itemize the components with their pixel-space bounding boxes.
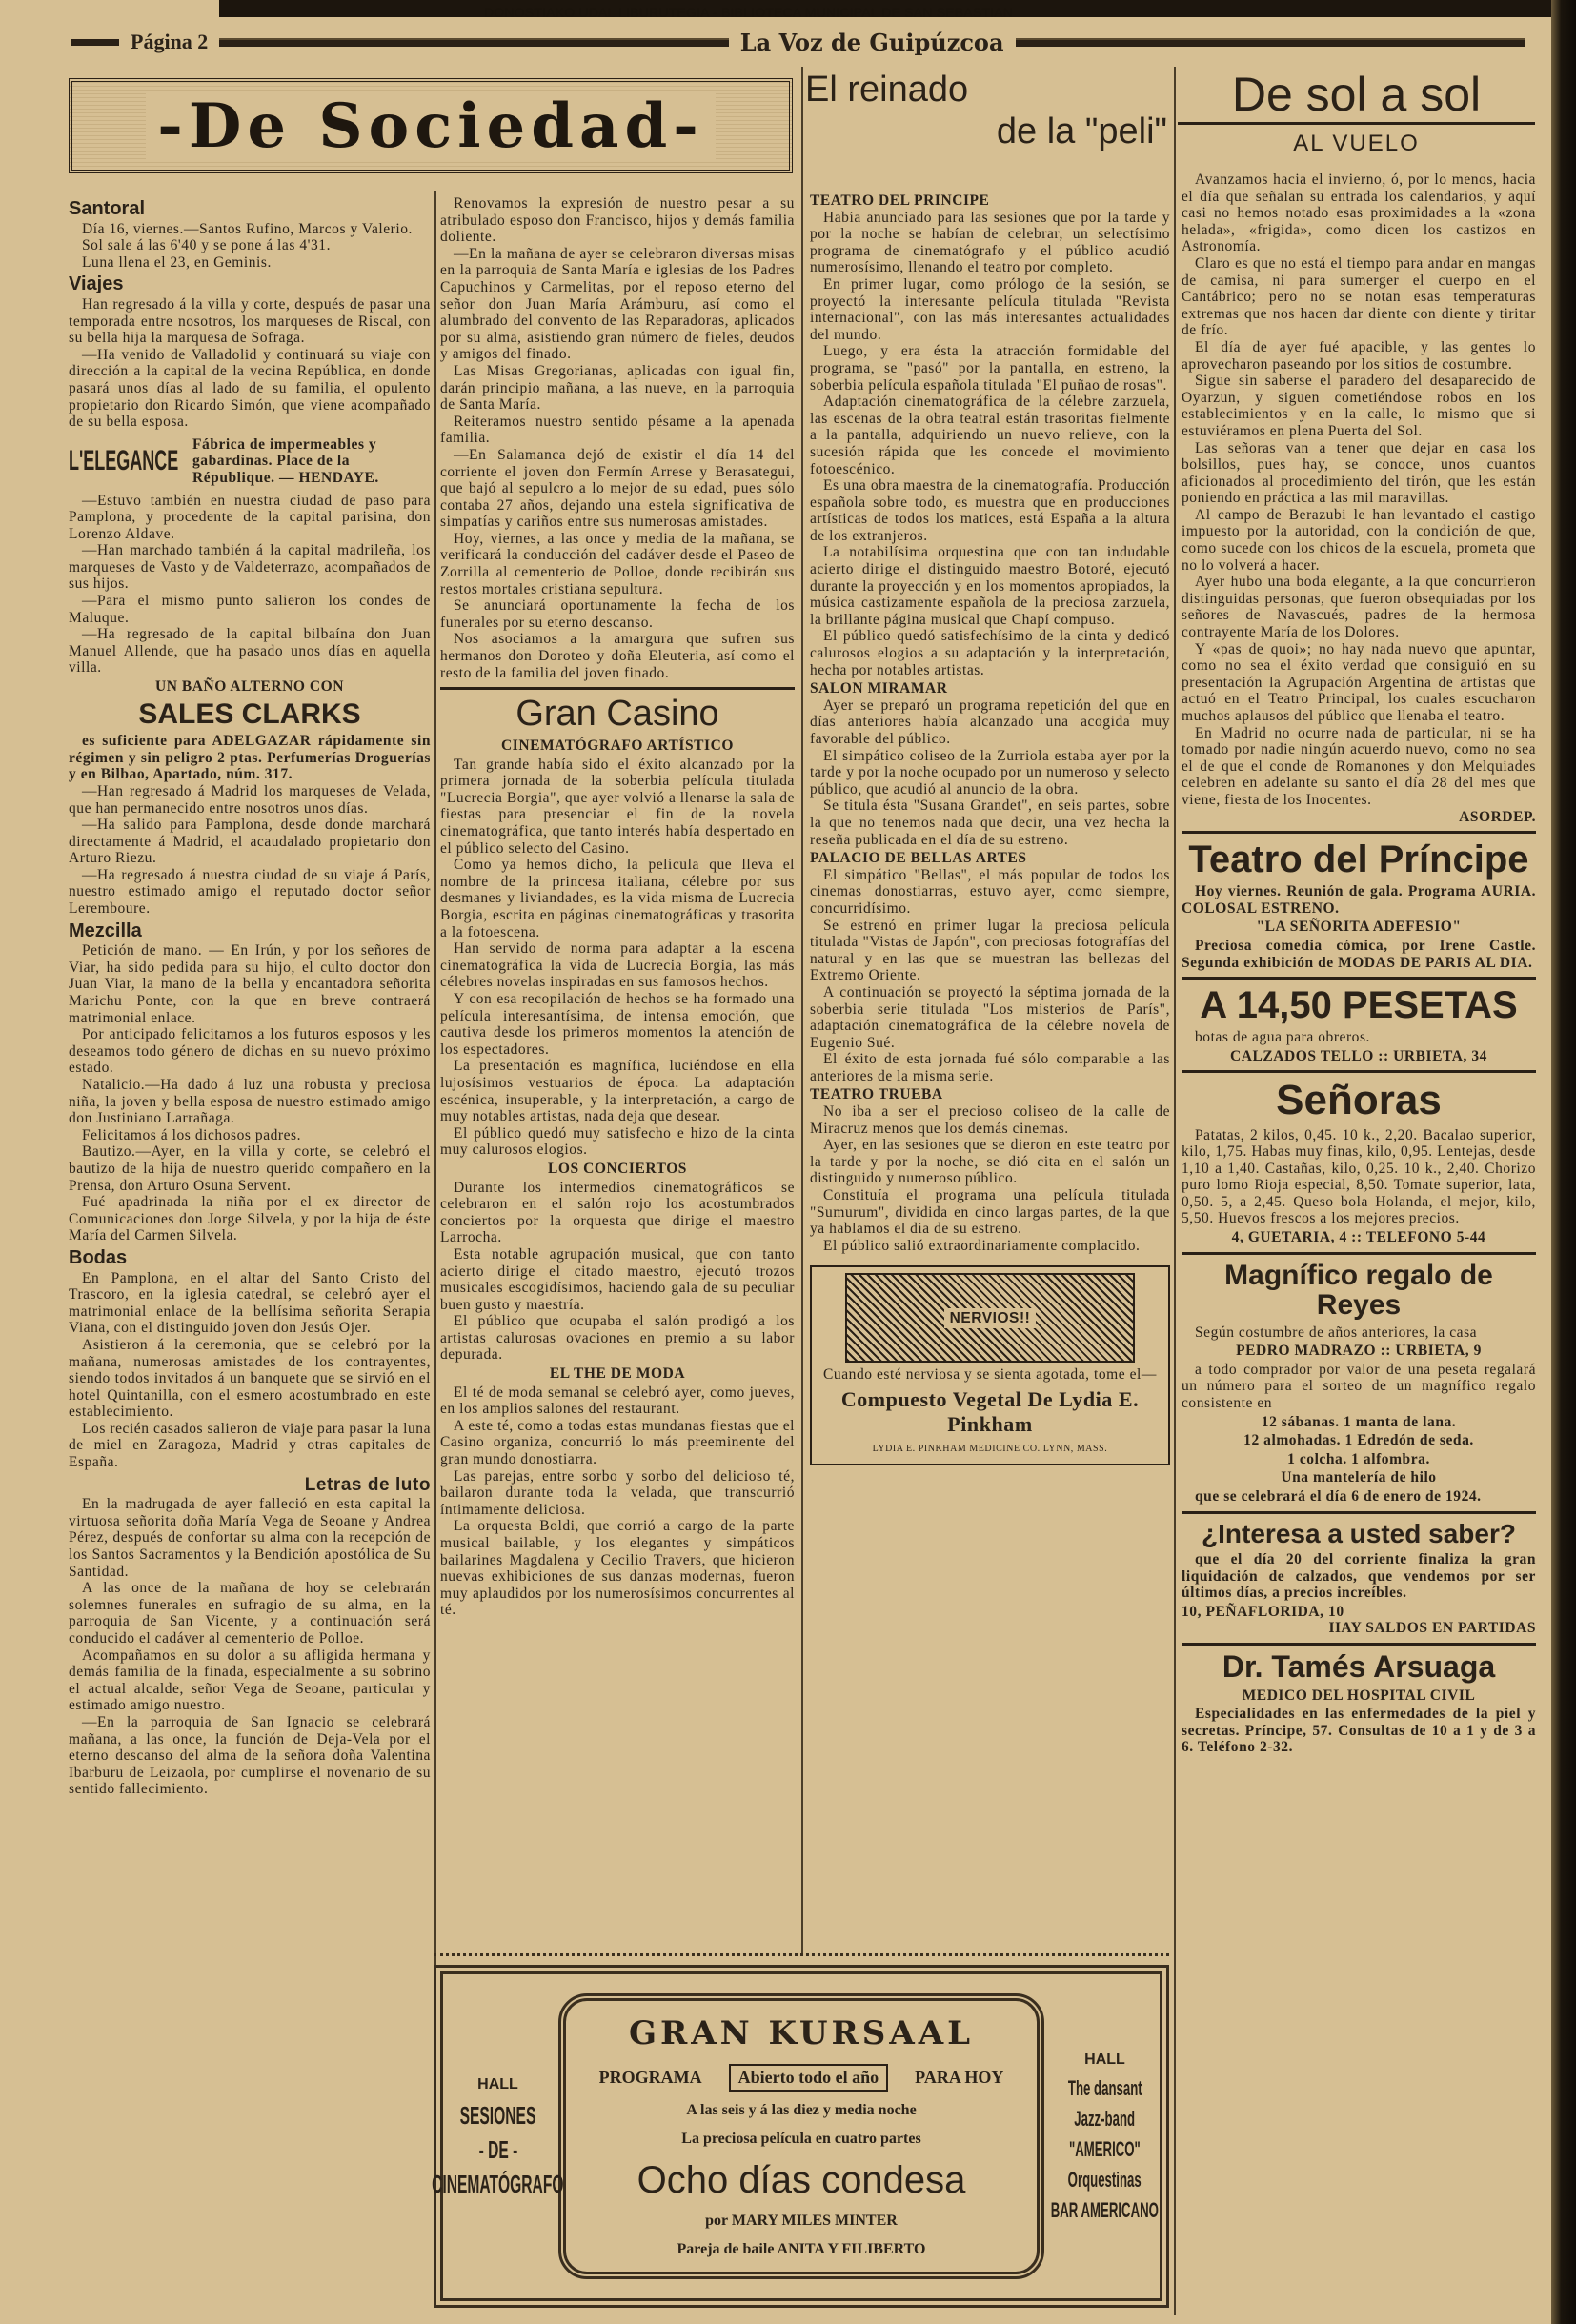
paragraph: A continuación se proyectó la séptima jornada de la soberbia serie titulada "Los misterios de París", adaptación cinematográfica de la célebre novela de Eugenio Sué. xyxy=(810,983,1170,1051)
elegance-text: Fábrica de impermeables y gabardinas. Place de la République. — HENDAYE. xyxy=(192,435,379,486)
subheading: 10, PEÑAFLORIDA, 10 xyxy=(1182,1603,1344,1620)
paragraph: Las señoras van a tener que dejar en casa los bolsillos, pues hay, se conoce, unos cuantos aficionados al procedimiento del tirón, que les están poniendo en práctica a las mil maravillas. xyxy=(1182,439,1536,507)
masthead-rule xyxy=(71,39,119,46)
display-heading: A 14,50 PESETAS xyxy=(1200,984,1518,1027)
paragraph: Tan grande había sido el éxito alcanzado por la primera jornada de la soberbia película titulada "Lucrecia Borgia", que ayer volvió a llenarse la sala de fiestas para presenciar el fin de la novela cinematográfica, que tanto interés había despertado en el público selecto del Casino. xyxy=(440,756,795,857)
paragraph: Se titula ésta "Susana Grandet", en seis partes, sobre la que no tenemos nada que decir, una vez hecha la reseña publicada en el día de su estreno. xyxy=(810,798,1170,848)
gran-kursaal-ad xyxy=(434,1965,1169,2308)
kursaal-programa: PROGRAMA xyxy=(598,2067,702,2087)
kursaal-open: Abierto todo el año xyxy=(729,2064,889,2092)
subheading: 1 colcha. 1 alfombra. xyxy=(1287,1450,1430,1467)
paragraph: En primer lugar, como prólogo de la sesión, se proyectó la interesante película titulada "Revista internacional", con las más interesantes actualidades del mundo. xyxy=(810,275,1170,343)
subheading: SALON MIRAMAR xyxy=(810,680,948,697)
paragraph: Sol sale á las 6'40 y se pone á las 4'31. xyxy=(82,237,332,254)
kursaal-de: - DE - xyxy=(478,2135,517,2164)
paragraph: que el día 20 del corriente finaliza la gran liquidación de calzados, que vendemos por ser últimos días, a precios increíbles. xyxy=(1182,1550,1536,1602)
kursaal-title: GRAN KURSAAL xyxy=(628,2013,975,2052)
divider-rule xyxy=(440,687,795,690)
kursaal-hall: HALL xyxy=(477,2076,518,2092)
paragraph: —Ha venido de Valladolid y continuará su viaje con dirección a la capital de la vecina República, en donde pasará unos días al lado de su familia, el opulento propietario don Ricardo Simón, que viene acompañado de su bella esposa. xyxy=(69,346,431,431)
kursaal-right-panel xyxy=(1050,1974,1160,2298)
paragraph: Ayer hubo una boda elegante, a la que concurrieron distinguidas personas, que fueron obsequiadas por los señores de Navascués, padres de la hermosa contrayente María de los Dolores. xyxy=(1182,574,1536,641)
paragraph: —En Salamanca dejó de existir el día 14 del corriente el joven don Fermín Arrese y Berasategui, que bajó al sepulcro a lo mejor de su edad, pues sólo contaba 27 años, dejando una estela significativa de simpatías y cariños entre sus numerosas amistades. xyxy=(440,446,795,531)
newspaper-title: La Voz de Guipúzcoa xyxy=(739,28,1004,56)
subheading: CALZADOS TELLO :: URBIETA, 34 xyxy=(1230,1047,1487,1064)
sol-subtitle: AL VUELO xyxy=(1293,131,1420,156)
paragraph: Preciosa comedia cómica, por Irene Castle. Segunda exhibición de MODAS DE PARIS AL DIA. xyxy=(1182,937,1536,971)
kursaal-orquestinas: Orquestinas xyxy=(1067,2168,1142,2192)
section-heading: Viajes xyxy=(69,273,124,295)
kursaal-intro: La preciosa película en cuatro partes xyxy=(681,2130,921,2147)
paragraph: que se celebrará el día 6 de enero de 1924. xyxy=(1195,1488,1482,1505)
pinkham-ad xyxy=(810,1265,1170,1465)
kursaal-main-panel xyxy=(558,1993,1044,2279)
kursaal-americo: "AMERICO" xyxy=(1069,2137,1141,2161)
column-reinado-peli xyxy=(810,191,1170,1944)
paragraph: Natalicio.—Ha dado á luz una robusta y preciosa niña, la joven y bella esposa de nuestro estimado amigo don Justiniano Larrañaga. xyxy=(69,1077,431,1127)
paragraph: Luna llena el 23, en Geminis. xyxy=(82,253,272,271)
paragraph: Reiteramos nuestro sentido pésame a la apenada familia. xyxy=(440,413,795,447)
subheading: 4, GUETARIA, 4 :: TELEFONO 5-44 xyxy=(1231,1229,1486,1246)
pinkham-text: Cuando esté nerviosa y se sienta agotada, tome el— xyxy=(823,1366,1157,1384)
display-heading: Señoras xyxy=(1276,1077,1442,1124)
paragraph: Y «pas de quoi»; no hay nada nuevo que apuntar, como no sea el éxito verdad que consiguió en su presentación la Agrupación Argentina de artistas que actuó en el Teatro Principal, los cuales escucharon muchos aplausos del público que llenaba el teatro. xyxy=(1182,640,1536,724)
subheading: UN BAÑO ALTERNO CON xyxy=(154,678,345,696)
paragraph: Renovamos la expresión de nuestro pesar a su atribulado esposo don Francisco, hijos y demás familia doliente. xyxy=(440,195,795,246)
divider-rule xyxy=(1182,1643,1536,1646)
display-heading: Magnífico regalo de Reyes xyxy=(1224,1259,1493,1322)
display-heading: Gran Casino xyxy=(515,694,719,735)
paragraph: Asistieron á la ceremonia, que se celebró por la mañana, numerosas amistades de los contrayentes, siendo todos invitados á un banquete que se sirvió en el hotel Quintanilla, con el esmero acostumbrado en este establecimiento. xyxy=(69,1336,431,1421)
paragraph: —Ha regresado á nuestra ciudad de su viaje á París, nuestro estimado amigo el reputado doctor señor Leremboure. xyxy=(69,866,431,918)
subheading: TEATRO DEL PRINCIPE xyxy=(810,192,990,209)
paragraph: El público quedó satisfechísimo de la cinta y dedicó calurosos elogios a su adaptación y la interpretación, hecha por notables artistas. xyxy=(810,628,1170,678)
paragraph: Fué apadrinada la niña por el ex director de Comunicaciones don Jorge Silvela, y por la hija de éste María del Carmen Silvela. xyxy=(69,1194,431,1244)
paragraph: Especialidades en las enfermedades de la piel y secretas. Príncipe, 57. Consultas de 10 a 1 y de 3 a 6. Teléfono 2-32. xyxy=(1182,1706,1536,1756)
reinado-title-line1: El reinado xyxy=(805,70,969,110)
reinado-title-line2: de la "peli" xyxy=(996,111,1167,152)
paragraph: A las once de la mañana de hoy se celebrarán solemnes funerales en sufragio de su alma, en la parroquia de San Vicente, y a continuación será conducido el cadáver al cementerio de Polloe. xyxy=(69,1580,431,1647)
paragraph: A este té, como a todas estas mundanas fiestas que el Casino organiza, concurrió lo más preeminente del gran mundo donostiarra. xyxy=(440,1417,795,1468)
paragraph: Patatas, 2 kilos, 0,45. 10 k., 2,20. Bacalao superior, kilo, 1,75. Habas muy finas, kilo, 0,95. Lentejas, desde 1,10 a 1,40. Castañas, kilo, 0,25. 10 k., 2,40. Chorizo puro lomo Rioja especial, 8,50. Tomate superior, lata, 0,50. 5, a 2,45. Queso bola Holanda, el mejor, kilo, 5,50. Huevos frescos a los mejores precios. xyxy=(1182,1126,1536,1227)
sol-title: De sol a sol xyxy=(1178,67,1535,125)
paragraph: Había anunciado para las sesiones que por la tarde y por la noche se habían de celebrar, un selectísimo programa de cinematógrafo y el público acudió numerosísimo, llenando el teatro por completo. xyxy=(810,209,1170,276)
archive-banner: DONOSTIAKO UDAL LIBURUTEGIA - BIBLIOTECA MUNICIPAL DE SAN SEBASTIAN xyxy=(484,5,1014,20)
paragraph: es suficiente para ADELGAZAR rápidamente sin régimen y sin peligro 2 ptas. Perfumerías Droguerías y en Bilbao, Apartado, núm. 317. xyxy=(69,733,431,783)
paragraph: Se anunciará oportunamente la fecha de los funerales por su eterno descanso. xyxy=(440,597,795,631)
column-divider xyxy=(434,191,436,2077)
scan-edge xyxy=(1551,0,1576,2324)
ad-divider xyxy=(434,1953,1169,1961)
divider-rule xyxy=(1182,831,1536,834)
divider-rule xyxy=(1182,1511,1536,1514)
kursaal-star: por MARY MILES MINTER xyxy=(705,2213,898,2230)
subheading: PALACIO DE BELLAS ARTES xyxy=(810,850,1027,867)
column-sociedad-casino xyxy=(440,195,795,1944)
paragraph: Han regresado á la villa y corte, después de pasar una temporada entre nosotros, los marqueses de Riscal, con su bella hija la marquesa de Sofraga. xyxy=(69,295,431,347)
paragraph: Y con esa recopilación de hechos se ha formado una película interesantísima, de intensa emoción, que cautiva desde los primeros momentos la atención de los espectadores. xyxy=(440,991,795,1058)
column-divider xyxy=(801,67,803,1953)
subheading: Una mantelería de hilo xyxy=(1281,1469,1437,1486)
subheading: "LA SEÑORITA ADEFESIO" xyxy=(1256,919,1462,936)
paragraph: La orquesta Boldi, que corrió a cargo de la parte musical bailable, y los elegantes y simpáticos bailarines Magdalena y Cecilio Travers, que hicieron nuevas exhibiciones de sus danzas modernas, fueron muy aplaudidos por los numerosísimos concurrentes al té. xyxy=(440,1518,795,1619)
paragraph: Se estrenó en primer lugar la preciosa película titulada "Vistas de Japón", con preciosas fotografías del natural y en las que se muestran las bellezas del Extremo Oriente. xyxy=(810,917,1170,984)
paragraph: Ayer, en las sesiones que se dieron en este teatro por la tarde y por la noche, se dió cita en el salón un distinguido y numeroso público. xyxy=(810,1137,1170,1187)
paragraph: —Ha salido para Pamplona, desde donde marchará directamente á Madrid, el acaudalado propietario don Arturo Riezu. xyxy=(69,817,431,867)
subheading: LOS CONCIERTOS xyxy=(548,1160,687,1177)
column-divider xyxy=(1174,67,1176,2315)
paragraph: La presentación es magnífica, luciéndose en ella lujosísimos vestuarios de época. La adaptación escénica, insuperable, y la interpretación, a cargo de muy notables artistas, nada deja que desear. xyxy=(440,1058,795,1125)
kursaal-sesiones: SESIONES xyxy=(459,2101,536,2130)
paragraph: —Estuvo también en nuestra ciudad de paso para Pamplona, y procedente de la capital parisina, don Lorenzo Aldave. xyxy=(69,492,431,542)
subheading: EL THE DE MODA xyxy=(549,1365,686,1383)
paragraph: Petición de mano. — En Irún, y por los señores de Viar, ha sido pedida para su hijo, el culto doctor don Juan Viar, la mano de la bella y encantadora señorita Marichu Ponte, con la que en breve contraerá matrimonial enlace. xyxy=(69,942,431,1026)
reinado-heading xyxy=(805,69,1167,152)
paragraph: El simpático coliseo de la Zurriola estaba ayer por la tarde y por la noche ocupado por un numeroso y selecto público, que acudió al anuncio de la obra. xyxy=(810,747,1170,798)
column-sol-a-sol xyxy=(1182,172,1536,2311)
paragraph: Es una obra maestra de la cinematografía. Producción española sobre todo, es muestra que en producciones artísticas de todos los matices, está España a la altura de los extranjeros. xyxy=(810,477,1170,544)
paragraph: Esta notable agrupación musical, que con tanto acierto dirige el citado maestro, ejecutó trozos musicales escogidísimos, haciendo gala de su peculiar buen gusto y maestría. xyxy=(440,1245,795,1313)
kursaal-the-dansant: The dansant xyxy=(1067,2076,1142,2100)
elegance-ad xyxy=(69,436,431,487)
paragraph: Los recién casados salieron de viaje para pasar la luna de miel en Zaragoza, Madrid y otras capitales de España. xyxy=(69,1420,431,1471)
divider-rule xyxy=(1182,1252,1536,1255)
sociedad-heading xyxy=(69,78,793,173)
paragraph: El día de ayer fué apacible, y las gentes lo aprovecharon paseando por los sitios de costumbre. xyxy=(1182,338,1536,373)
subheading: CINEMATÓGRAFO ARTÍSTICO xyxy=(501,738,734,755)
divider-rule xyxy=(1182,1070,1536,1073)
paragraph: a todo comprador por valor de una peseta regalará un número para el sorteo de un magnífico regalo consistente en xyxy=(1182,1361,1536,1412)
sol-heading xyxy=(1178,67,1535,157)
divider-rule xyxy=(1182,977,1536,980)
paragraph: El público salió extraordinariamente complacido. xyxy=(823,1237,1141,1254)
paragraph: Según costumbre de años anteriores, la casa xyxy=(1195,1324,1478,1341)
pinkham-illustration xyxy=(845,1273,1135,1363)
kursaal-dance: Pareja de baile ANITA Y FILIBERTO xyxy=(677,2241,926,2258)
paragraph: En la madrugada de ayer falleció en esta capital la virtuosa señorita doña María Vega de Seoane y Andrea Pérez, después de confortar su alma con la recepción de los Santos Sacramentos y la Bendición apostólica de Su Santidad. xyxy=(69,1496,431,1580)
kursaal-jazz-band: Jazz-band xyxy=(1074,2107,1136,2131)
section-heading: Letras de luto xyxy=(304,1474,431,1495)
paragraph: Claro es que no está el tiempo para andar en mangas de camisa, ni para sumerger el cuerpo en el Cantábrico; pero no se notan esas temperaturas extremas que nos hacen dar diente con diente y tiritar de frío. xyxy=(1182,254,1536,339)
paragraph: —Han regresado á Madrid los marqueses de Velada, que han permanecido entre nosotros unos días. xyxy=(69,782,431,817)
paragraph: —Para el mismo punto salieron los condes de Maluque. xyxy=(69,593,431,626)
elegance-logo: L'ELEGANCE xyxy=(69,445,179,477)
paragraph: Día 16, viernes.—Santos Rufino, Marcos y Valerio. xyxy=(82,220,413,237)
page-number: Página 2 xyxy=(131,30,209,53)
paragraph: Al campo de Berazubi le han levantado el castigo impuesto por la autoridad, con la condición de que, como sucede con los chicos de la escuela, prometa que no lo volverá a hacer. xyxy=(1182,506,1536,574)
paragraph: Avanzamos hacia el invierno, ó, por lo menos, hacia el día que señalan su entrada los calendarios, y aquí casi no hemos notado esas proximidades a la «zona helada», «frigida», como dicen los castizos en Astronomía. xyxy=(1182,172,1536,255)
subheading: MEDICO DEL HOSPITAL CIVIL xyxy=(1242,1687,1476,1704)
subheading: 12 sábanas. 1 manta de lana. xyxy=(1261,1413,1457,1430)
paragraph: El éxito de esta jornada fué sólo comparable a las anteriores de la misma serie. xyxy=(810,1051,1170,1084)
paragraph: Como ya hemos dicho, la película que lleva el nombre de la princesa italiana, célebre por sus desmanes y liviandades, es la vida misma de Lucrecia Borgia, escrita en páginas cinematográficas y trasorita a la fotoescena. xyxy=(440,857,795,940)
paragraph: El simpático "Bellas", el más popular de todos los cinemas donostiarras, estuvo ayer, como siempre, concurridísimo. xyxy=(810,866,1170,917)
paragraph: Han servido de norma para adaptar a la escena cinematográfica la vida de Lucrecia Borgia, las más célebres novelas inspiradas en sus famosos hechos. xyxy=(440,940,795,991)
section-heading: Mezcilla xyxy=(69,919,142,941)
paragraph: botas de agua para obreros. xyxy=(1195,1029,1370,1046)
paragraph: Por anticipado felicitamos a los futuros esposos y les deseamos todo género de dichas en su nuevo próximo estado. xyxy=(69,1026,431,1077)
subheading: PEDRO MADRAZO :: URBIETA, 9 xyxy=(1236,1343,1482,1360)
kursaal-bar-americano: BAR AMERICANO xyxy=(1050,2198,1160,2222)
masthead xyxy=(71,29,1525,55)
kursaal-left-panel xyxy=(432,1974,564,2298)
paragraph: Sigue sin saberse el paradero del desaparecido de Oyarzun, y siguen cometiéndose robos en los establecimientos y en la calle, lo mismo que si estuviéramos en plena Puerta del Sol. xyxy=(1182,373,1536,439)
kursaal-program-row xyxy=(599,2064,1004,2092)
paragraph: El té de moda semanal se celebró ayer, como jueves, en los amplios salones del restaurant. xyxy=(440,1384,795,1418)
kursaal-hall-right: HALL xyxy=(1084,2051,1125,2068)
signature: HAY SALDOS EN PARTIDAS xyxy=(1328,1620,1536,1637)
paragraph: —Han marchado también á la capital madrileña, los marqueses de Vasto y de Valdeterrazo, acompañados de sus hijos. xyxy=(69,542,431,593)
kursaal-times: A las seis y á las diez y media noche xyxy=(686,2102,917,2119)
kursaal-para-hoy: PARA HOY xyxy=(915,2067,1004,2087)
paragraph: Hoy, viernes, a las once y media de la mañana, se verificará la conducción del cadáver desde el Paseo de Zorrilla al cementerio de Polloe, donde recibirán sus restos mortales cristiana sepultura. xyxy=(440,530,795,597)
masthead-rule xyxy=(1016,38,1525,47)
display-heading: ¿Interesa a usted saber? xyxy=(1202,1518,1516,1548)
pinkham-headline: NERVIOS!! xyxy=(944,1308,1037,1329)
paragraph: Nos asociamos a la amargura que sufren sus hermanos don Doroteo y doña Eleuteria, así como el resto de la familia del joven finado. xyxy=(440,631,795,681)
section-heading: Santoral xyxy=(69,198,146,219)
display-heading: Dr. Tamés Arsuaga xyxy=(1222,1648,1496,1684)
paragraph: Adaptación cinematográfica de la célebre zarzuela, las escenas de la obra teatral están trasoritas fielmente a la pantalla, adquiriendo un nuevo relieve, con la sucesión rápida que les concede el movimiento fotoescénico. xyxy=(810,394,1170,477)
pinkham-company: LYDIA E. PINKHAM MEDICINE CO. LYNN, MASS. xyxy=(872,1444,1108,1454)
paragraph: El público quedó muy satisfecho e hizo de la cinta muy calurosos elogios. xyxy=(440,1124,795,1159)
paragraph: —En la mañana de ayer se celebraron diversas misas en la parroquia de Santa María e iglesias de los Padres Capuchinos y Carmelitas, por el reposo eterno del señor don Juan María Arámburu, así como el alumbrado del convento de las Reparadoras, aplicados por su alma, asistiendo gran número de fieles, deudos y amigos del finado. xyxy=(440,245,795,363)
paragraph: —Ha regresado de la capital bilbaína don Juan Manuel Allende, que ha pasado unos días en aquella villa. xyxy=(69,626,431,677)
paragraph: Hoy viernes. Reunión de gala. Programa AURIA. COLOSAL ESTRENO. xyxy=(1182,883,1536,917)
column-sociedad xyxy=(69,195,431,2311)
paragraph: No iba a ser el precioso coliseo de la calle de Miracruz menos que los demás cinemas. xyxy=(810,1103,1170,1137)
signature: ASORDEP. xyxy=(1459,808,1536,825)
kursaal-film: Ocho días condesa xyxy=(636,2158,966,2201)
paragraph: Las Misas Gregorianas, aplicadas con igual fin, darán principio mañana, a las nueve, en la parroquia de Santa María. xyxy=(440,362,795,414)
paragraph: Bautizo.—Ayer, en la villa y corte, se celebró el bautizo de la hija de nuestro querido compañero en la Prensa, don Arturo Osuna Servent. xyxy=(69,1143,431,1194)
paragraph: Felicitamos á los dichosos padres. xyxy=(82,1126,302,1143)
paragraph: La notabilísima orquestina que con tan indudable acierto dirige el distinguido maestro Botoré, ejecutó durante la proyección y en los momentos apropiados, la música castizamente española de la preciosa zarzuela, la brillante página musical que Chapí compuso. xyxy=(810,544,1170,628)
paragraph: Constituía el programa una película titulada "Sumurum", dividida en cinco largas partes, de la que ya hablamos el día de su estreno. xyxy=(810,1187,1170,1238)
sociedad-title: -De Sociedad- xyxy=(146,91,716,162)
masthead-rule xyxy=(219,38,729,47)
paragraph: En Pamplona, en el altar del Santo Cristo del Trascoro, en la iglesia catedral, se celebró ayer el matrimonial enlace de la bellísima señorita Serapia Viana, con el distinguido joven don Jesús Ojer. xyxy=(69,1269,431,1337)
kursaal-cinematografo: CINEMATÓGRAFO xyxy=(432,2170,564,2198)
paragraph: Acompañamos en su dolor a su afligida hermana y demás familia de la finada, especialmente a su sobrino el actual alcalde, señor Vega de Seoane, particular y estimado amigo nuestro. xyxy=(69,1647,431,1714)
section-heading: Bodas xyxy=(69,1246,128,1268)
subheading: 12 almohadas. 1 Edredón de seda. xyxy=(1243,1432,1474,1449)
pinkham-brand: Compuesto Vegetal De Lydia E. Pinkham xyxy=(840,1387,1140,1436)
display-heading: Teatro del Príncipe xyxy=(1188,839,1529,881)
paragraph: El público que ocupaba el salón prodigó a los artistas calurosas ovaciones en premio a su labor depurada. xyxy=(440,1313,795,1364)
subheading: TEATRO TRUEBA xyxy=(810,1086,943,1103)
paragraph: Ayer se preparó un programa repetición del que en días anteriores había alcanzado una acogida muy favorable del público. xyxy=(810,697,1170,747)
paragraph: Luego, y era ésta la atracción formidable del programa, se "pasó" por la pantalla, en estreno, la soberbia película española titulada "El puñao de rosas". xyxy=(810,343,1170,394)
paragraph: Durante los intermedios cinematográficos se celebraron en el salón rojo los acostumbrados conciertos por la orquesta que dirige el maestro Larrocha. xyxy=(440,1179,795,1246)
paragraph: —En la parroquia de San Ignacio se celebrará mañana, a las once, la función de Deja-Vela por el eterno descanso del alma de la señora doña Valentina Ibarburu de Leizaola, por cumplirse el novenario de su sentido fallecimiento. xyxy=(69,1713,431,1798)
display-heading: SALES CLARKS xyxy=(138,697,361,730)
paragraph: En Madrid no ocurre nada de particular, ni se ha tomado por nadie ningún acuerdo nuevo, como no sea el de que el conde de Romanones y don Melquiades celebren en adelante su santo el día 28 del mes que viene, fiesta de los Inocentes. xyxy=(1182,724,1536,808)
paragraph: Las parejas, entre sorbo y sorbo del delicioso té, bailaron durante toda la velada, que transcurrió íntimamente deliciosa. xyxy=(440,1467,795,1518)
